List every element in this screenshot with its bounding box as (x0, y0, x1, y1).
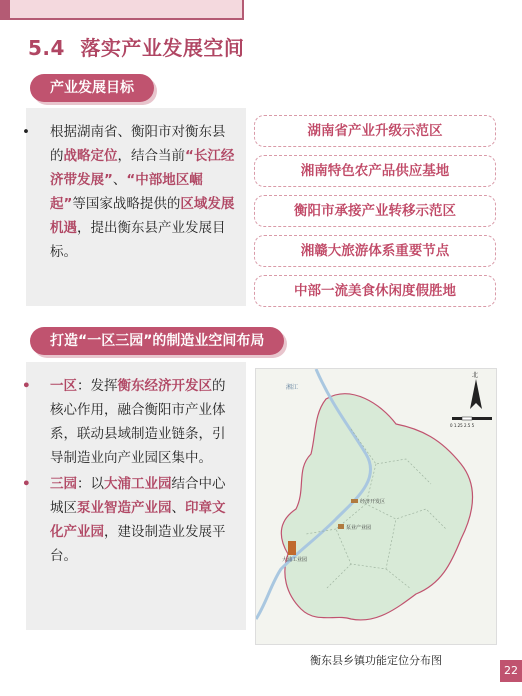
text-run: 根据湖南省、衡阳市对衡东县的 (50, 124, 226, 164)
zone-marker-dapu (288, 541, 296, 555)
bullet-icon: • (22, 476, 31, 492)
bullet-icon: • (22, 378, 31, 394)
zone-marker-pump (338, 524, 344, 529)
one-zone-paragraph (22, 374, 238, 470)
three-parks-paragraph (22, 472, 238, 568)
goal-item-1: 湖南省产业升级示范区 (254, 115, 496, 147)
text-run: 等国家战略提供的 (72, 196, 181, 212)
map-label-dev-zone: 经济开发区 (360, 499, 386, 505)
map-caption: 衡东县乡镇功能定位分布图 (310, 654, 442, 667)
text-run: ：发挥 (77, 378, 118, 394)
svg-text:0 1.25 2.5 5: 0 1.25 2.5 5 (450, 423, 475, 428)
strategy-paragraph (22, 120, 238, 264)
highlight-dev-zone: 衡东经济开发区 (117, 378, 212, 394)
svg-text:北: 北 (472, 372, 479, 379)
county-map-svg (256, 369, 496, 644)
page-number: 22 (500, 660, 522, 682)
highlight-seal-park: 印章文化产业园 (50, 500, 226, 540)
goal-item-4: 湘赣大旅游体系重要节点 (254, 235, 496, 267)
manufacturing-layout-header: 打造“一区三园”的制造业空间布局 (30, 327, 284, 355)
text-run: ，提出衡东县产业发展目标。 (50, 220, 226, 260)
highlight-dapu-park: 大浦工业园 (104, 476, 172, 492)
three-parks-label: 三园 (50, 476, 77, 492)
section-number: 5.4 (28, 36, 65, 60)
map-label-dapu-park: 大浦工业园 (282, 557, 308, 563)
goal-item-2: 湘南特色农产品供应基地 (254, 155, 496, 187)
goal-item-3: 衡阳市承接产业转移示范区 (254, 195, 496, 227)
goal-item-5: 中部一流美食休闲度假胜地 (254, 275, 496, 307)
strategy-text (22, 120, 238, 266)
map-label-river: 湘江 (286, 384, 299, 391)
layout-text (22, 374, 238, 570)
header-decoration-bar (0, 0, 244, 20)
highlight-central-rise: “中部地区崛起” (50, 172, 203, 212)
bullet-icon: • (22, 124, 30, 140)
section-heading: 落实产业发展空间 (80, 36, 245, 60)
text-run: 结合中心城区 (50, 476, 226, 516)
text-run: ，结合当前 (117, 148, 185, 164)
county-map (255, 368, 497, 645)
section-title (28, 32, 244, 61)
text-run: ，建设制造业发展平台。 (50, 524, 226, 564)
one-zone-label: 一区 (50, 378, 77, 394)
zone-marker-dev (351, 499, 358, 503)
text-run: 、 (171, 500, 185, 516)
highlight-strategic-position: 战略定位 (63, 148, 118, 164)
industry-goal-header: 产业发展目标 (30, 74, 154, 102)
text-run: 的核心作用，融合衡阳市产业体系，联动县域制造业链条，引导制造业向产业园区集中。 (50, 378, 226, 466)
highlight-pump-park: 泵业智造产业园 (77, 500, 172, 516)
text-run: ：以 (77, 476, 104, 492)
highlight-yangtze-belt: “长江经济带发展” (50, 148, 235, 188)
strategy-text-card (22, 108, 246, 306)
map-label-pump-park: 泵业产业园 (346, 525, 372, 531)
text-run: 、 (112, 172, 127, 188)
highlight-regional-opportunity: 区域发展机遇 (50, 196, 235, 236)
layout-text-card (22, 362, 246, 630)
